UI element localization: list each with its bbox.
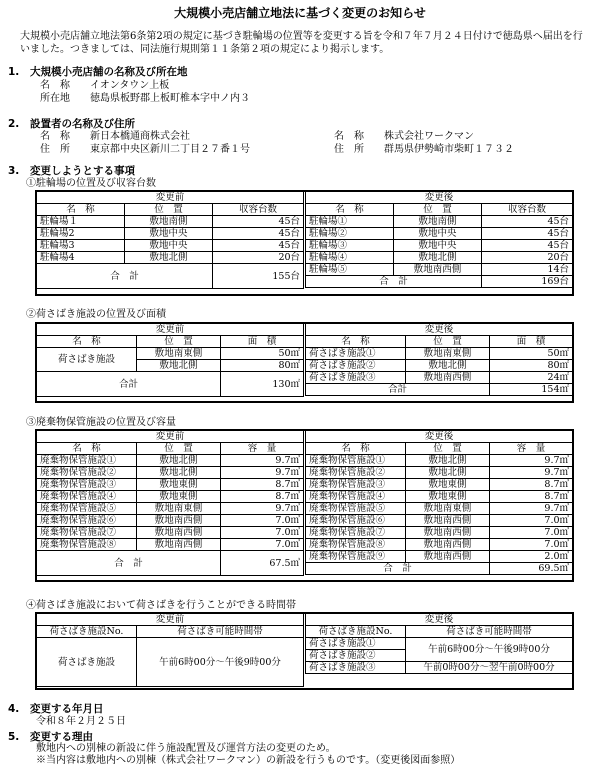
cell: 50㎡ xyxy=(490,348,573,360)
cell: 廃棄物保管施設① xyxy=(37,455,137,467)
col-header: 名 称 xyxy=(37,204,125,216)
cell: 7.0㎥ xyxy=(221,527,304,539)
cell: 敷地北側 xyxy=(406,360,490,372)
cell: 45台 xyxy=(213,228,304,240)
total-value: 169台 xyxy=(482,276,573,288)
cell: 廃棄物保管施設① xyxy=(306,455,406,467)
cell: 敷地南東側 xyxy=(406,348,490,360)
total-label: 合 計 xyxy=(306,563,490,575)
change-date: 令和８年２月２５日 xyxy=(36,716,126,727)
total-label: 合 計 xyxy=(37,551,221,576)
table-row xyxy=(37,638,304,687)
cell: 敷地南西側 xyxy=(394,264,482,276)
col-header: 荷さばき施設No. xyxy=(37,626,137,638)
col-header: 面 積 xyxy=(221,336,304,348)
cell: 45台 xyxy=(213,240,304,252)
cell: 廃棄物保管施設⑦ xyxy=(306,527,406,539)
cell: 廃棄物保管施設② xyxy=(306,467,406,479)
table-row xyxy=(306,515,573,527)
section-title: 設置者の名称及び住所 xyxy=(30,118,135,130)
table-row xyxy=(306,503,573,515)
sub2-heading: ②荷さばき施設の位置及び面積 xyxy=(26,309,166,320)
cell: 20台 xyxy=(482,252,573,264)
section-number: 5. xyxy=(8,731,20,743)
cell: 9.7㎥ xyxy=(221,455,304,467)
table-row xyxy=(37,455,304,467)
before-label: 変更前 xyxy=(37,192,304,204)
table-row xyxy=(306,662,573,674)
table-row xyxy=(306,360,573,372)
cell: 敷地中央 xyxy=(394,240,482,252)
table-row xyxy=(306,228,573,240)
cell: 駐輪場④ xyxy=(306,252,394,264)
cell: 9.7㎥ xyxy=(490,467,573,479)
col-header: 面 積 xyxy=(490,336,573,348)
table-row xyxy=(306,539,573,551)
col-header: 収容台数 xyxy=(482,204,573,216)
cell: 8.7㎥ xyxy=(490,491,573,503)
cell: 2.0㎥ xyxy=(490,551,573,563)
owner2-address: 群馬県伊勢崎市柴町１７３２ xyxy=(384,144,514,155)
cell: 荷さばき施設① xyxy=(306,638,406,650)
cell: 7.0㎥ xyxy=(221,539,304,551)
table-row xyxy=(37,527,304,539)
col-header: 収容台数 xyxy=(213,204,304,216)
cell: 廃棄物保管施設④ xyxy=(306,491,406,503)
cell: 9.7㎥ xyxy=(490,503,573,515)
cell: 20台 xyxy=(213,252,304,264)
cell: 敷地東側 xyxy=(137,479,221,491)
table-row xyxy=(37,252,304,264)
owner1-addr-row xyxy=(40,144,250,156)
col-header: 名 称 xyxy=(37,336,137,348)
table-row xyxy=(306,372,573,384)
section-3-heading xyxy=(8,165,135,178)
intro-text: 大規模小売店舗立地法第6条第2項の規定に基づき駐輪場の位置等を変更する旨を令和７年７月２４日付けで徳島県へ届出を行いました。つきましては、同法施行規則第１１条第２項の規定により掲示します。 xyxy=(20,31,583,55)
reason-line-1: 敷地内への別棟の新設に伴う施設配置及び運営方法の変更のため。 xyxy=(36,743,336,754)
cell: 敷地南西側 xyxy=(406,372,490,384)
cell: 駐輪場① xyxy=(306,216,394,228)
table-row xyxy=(306,264,573,276)
cell: 午前0時00分～翌午前0時00分 xyxy=(406,662,573,674)
page-title: 大規模小売店舗立地法に基づく変更のお知らせ xyxy=(174,6,426,20)
owner2-name-row xyxy=(334,131,474,143)
cell: 廃棄物保管施設④ xyxy=(37,491,137,503)
store-location: 徳島県板野郡上板町椎本字中ノ内３ xyxy=(90,93,250,104)
cell: 荷さばき施設③ xyxy=(306,662,406,674)
cell: 廃棄物保管施設⑤ xyxy=(37,503,137,515)
section-2-heading xyxy=(8,118,135,131)
after-label: 変更後 xyxy=(306,614,573,626)
label: 住 所 xyxy=(40,144,70,155)
total-value: 67.5㎥ xyxy=(221,551,304,576)
table-row xyxy=(37,348,304,360)
table-row xyxy=(306,348,573,360)
col-header: 名 称 xyxy=(37,443,137,455)
section-1-heading xyxy=(8,66,188,79)
col-header: 位 置 xyxy=(137,336,221,348)
cell: 駐輪場3 xyxy=(37,240,125,252)
cell: 敷地南西側 xyxy=(406,551,490,563)
cell: 7.0㎥ xyxy=(490,527,573,539)
cell: 敷地南側 xyxy=(394,216,482,228)
cell: 80㎡ xyxy=(490,360,573,372)
col-header: 位 置 xyxy=(406,336,490,348)
cell: 敷地南側 xyxy=(125,216,213,228)
col-header: 位 置 xyxy=(394,204,482,216)
cell: 9.7㎥ xyxy=(221,503,304,515)
cell: 廃棄物保管施設② xyxy=(37,467,137,479)
table-row xyxy=(37,539,304,551)
section-number: 1. xyxy=(8,66,20,78)
total-label: 合 計 xyxy=(37,264,213,289)
cell: 45台 xyxy=(482,228,573,240)
total-label: 合 計 xyxy=(306,276,482,288)
cell: 敷地南西側 xyxy=(137,527,221,539)
cell: 24㎡ xyxy=(490,372,573,384)
total-value: 155台 xyxy=(213,264,304,289)
section-number: 4. xyxy=(8,703,20,715)
cell: 駐輪場2 xyxy=(37,228,125,240)
owner2-name: 株式会社ワークマン xyxy=(384,131,474,142)
bicycle-before-table xyxy=(36,191,304,289)
table-row xyxy=(37,515,304,527)
col-header: 位 置 xyxy=(125,204,213,216)
cell: 荷さばき施設② xyxy=(306,360,406,372)
sub4-heading: ④荷さばき施設において荷さばきを行うことができる時間帯 xyxy=(26,600,296,611)
cell: 敷地南西側 xyxy=(406,539,490,551)
cell: 廃棄物保管施設⑨ xyxy=(306,551,406,563)
cell: 7.0㎥ xyxy=(490,539,573,551)
cell: 敷地南西側 xyxy=(137,515,221,527)
table-row xyxy=(37,491,304,503)
col-header: 荷さばき施設No. xyxy=(306,626,406,638)
cell: 敷地北側 xyxy=(137,455,221,467)
cell: 敷地北側 xyxy=(394,252,482,264)
section-title: 変更しようとする事項 xyxy=(30,165,135,177)
cell: 14台 xyxy=(482,264,573,276)
store-name: イオンタウン上板 xyxy=(90,80,170,91)
cell: 敷地東側 xyxy=(137,491,221,503)
section-title: 変更する理由 xyxy=(30,731,93,743)
col-header: 位 置 xyxy=(137,443,221,455)
cell: 敷地南西側 xyxy=(406,515,490,527)
after-label: 変更後 xyxy=(306,192,573,204)
cell: 敷地北側 xyxy=(406,467,490,479)
table-row xyxy=(306,240,573,252)
cell: 敷地南東側 xyxy=(137,503,221,515)
label: 名 称 xyxy=(40,80,70,91)
cell: 8.7㎥ xyxy=(221,491,304,503)
section-number: 2. xyxy=(8,118,20,130)
col-header: 位 置 xyxy=(406,443,490,455)
cell: 荷さばき施設② xyxy=(306,650,406,662)
before-label: 変更前 xyxy=(37,324,304,336)
table-row xyxy=(37,503,304,515)
cell: 敷地中央 xyxy=(125,228,213,240)
cell: 敷地中央 xyxy=(394,228,482,240)
store-location-row xyxy=(40,93,250,105)
cell: 9.7㎥ xyxy=(490,455,573,467)
hours-after-table xyxy=(305,613,573,674)
cell: 廃棄物保管施設③ xyxy=(37,479,137,491)
table-row xyxy=(37,240,304,252)
cell: 駐輪場4 xyxy=(37,252,125,264)
cell: 廃棄物保管施設⑧ xyxy=(306,539,406,551)
cell: 8.7㎥ xyxy=(490,479,573,491)
col-header: 荷さばき可能時間帯 xyxy=(137,626,304,638)
cell: 午前6時00分～午後9時00分 xyxy=(137,638,304,687)
waste-after-table xyxy=(305,430,573,575)
cell: 廃棄物保管施設⑦ xyxy=(37,527,137,539)
cell: 駐輪場⑤ xyxy=(306,264,394,276)
total-value: 154㎡ xyxy=(490,384,573,396)
cell: 廃棄物保管施設⑧ xyxy=(37,539,137,551)
col-header: 名 称 xyxy=(306,443,406,455)
loading-after-table xyxy=(305,323,573,396)
before-label: 変更前 xyxy=(37,614,304,626)
table-row xyxy=(306,252,573,264)
after-label: 変更後 xyxy=(306,324,573,336)
table-row xyxy=(306,638,573,650)
cell: 廃棄物保管施設⑥ xyxy=(306,515,406,527)
cell: 45台 xyxy=(482,216,573,228)
cell: 敷地東側 xyxy=(406,491,490,503)
cell: 敷地南西側 xyxy=(137,539,221,551)
cell: 廃棄物保管施設③ xyxy=(306,479,406,491)
cell: 敷地南西側 xyxy=(406,527,490,539)
table-row xyxy=(306,467,573,479)
cell: 7.0㎥ xyxy=(490,515,573,527)
table-row xyxy=(37,479,304,491)
hours-before-table xyxy=(36,613,304,687)
table-row xyxy=(37,216,304,228)
table-row xyxy=(306,527,573,539)
cell: 8.7㎥ xyxy=(221,479,304,491)
table-row xyxy=(306,491,573,503)
label: 所在地 xyxy=(40,93,70,104)
cell: 50㎡ xyxy=(221,348,304,360)
col-header: 容 量 xyxy=(490,443,573,455)
col-header: 容 量 xyxy=(221,443,304,455)
total-label: 合計 xyxy=(37,372,221,397)
loading-before-table xyxy=(36,323,304,397)
cell: 廃棄物保管施設⑥ xyxy=(37,515,137,527)
section-number: 3. xyxy=(8,165,20,177)
cell: 荷さばき施設 xyxy=(37,348,137,372)
label: 住 所 xyxy=(334,144,364,155)
section-5-heading xyxy=(8,731,93,744)
after-label: 変更後 xyxy=(306,431,573,443)
col-header: 名 称 xyxy=(306,336,406,348)
cell: 45台 xyxy=(213,216,304,228)
cell: 敷地北側 xyxy=(137,360,221,372)
cell: 45台 xyxy=(482,240,573,252)
cell: 荷さばき施設③ xyxy=(306,372,406,384)
cell: 荷さばき施設 xyxy=(37,638,137,687)
total-value: 130㎡ xyxy=(221,372,304,397)
col-header: 荷さばき可能時間帯 xyxy=(406,626,573,638)
owner2-addr-row xyxy=(334,144,514,156)
cell: 荷さばき施設① xyxy=(306,348,406,360)
table-row xyxy=(306,455,573,467)
table-row xyxy=(37,467,304,479)
label: 名 称 xyxy=(40,131,70,142)
cell: 午前6時00分～午後9時00分 xyxy=(406,638,573,662)
cell: 敷地北側 xyxy=(406,455,490,467)
section-title: 変更する年月日 xyxy=(30,703,104,715)
cell: 駐輪場② xyxy=(306,228,394,240)
owner1-name-row xyxy=(40,131,190,143)
cell: 80㎡ xyxy=(221,360,304,372)
section-4-heading xyxy=(8,703,104,716)
bicycle-after-table xyxy=(305,191,573,288)
sub1-heading: ①駐輪場の位置及び収容台数 xyxy=(26,178,156,189)
cell: 駐輪場③ xyxy=(306,240,394,252)
owner1-address: 東京都中央区新川二丁目２７番１号 xyxy=(90,144,250,155)
store-name-row xyxy=(40,80,169,92)
cell: 敷地北側 xyxy=(137,467,221,479)
cell: 敷地南東側 xyxy=(406,503,490,515)
total-value: 69.5㎥ xyxy=(490,563,573,575)
table-row xyxy=(306,551,573,563)
col-header: 名 称 xyxy=(306,204,394,216)
table-row xyxy=(306,479,573,491)
waste-before-table xyxy=(36,430,304,576)
cell: 敷地北側 xyxy=(125,252,213,264)
table-row xyxy=(306,216,573,228)
cell: 敷地東側 xyxy=(406,479,490,491)
section-title: 大規模小売店舗の名称及び所在地 xyxy=(30,66,188,78)
owner1-name: 新日本橋通商株式会社 xyxy=(90,131,190,142)
before-label: 変更前 xyxy=(37,431,304,443)
cell: 駐輪場１ xyxy=(37,216,125,228)
label: 名 称 xyxy=(334,131,364,142)
reason-line-2: ※当内容は敷地内への別棟（株式会社ワークマン）の新設を行うものです。（変更後図面参照） xyxy=(36,755,461,766)
cell: 9.7㎥ xyxy=(221,467,304,479)
table-row xyxy=(37,228,304,240)
cell: 敷地中央 xyxy=(125,240,213,252)
cell: 廃棄物保管施設⑤ xyxy=(306,503,406,515)
total-label: 合計 xyxy=(306,384,490,396)
cell: 7.0㎥ xyxy=(221,515,304,527)
cell: 敷地南東側 xyxy=(137,348,221,360)
sub3-heading: ③廃棄物保管施設の位置及び容量 xyxy=(26,417,176,428)
